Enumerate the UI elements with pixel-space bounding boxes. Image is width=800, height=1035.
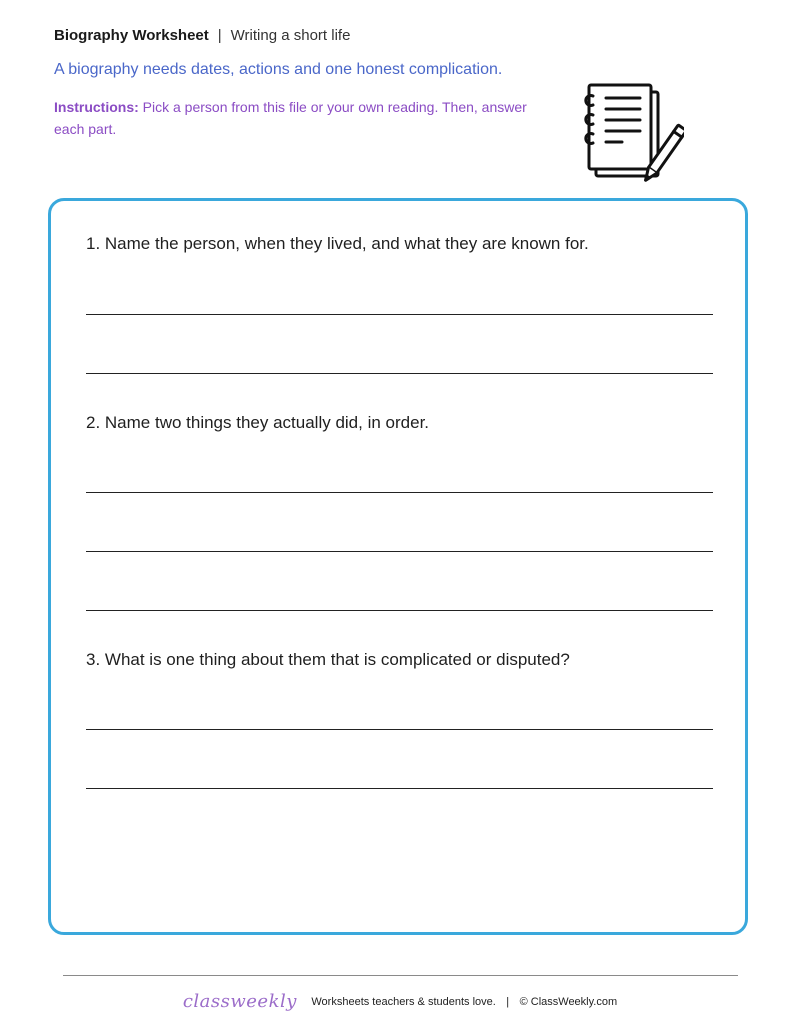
footer-separator: | (506, 996, 510, 1008)
instructions-text: Pick a person from this file or your own reading. Then, answer each part. (54, 99, 527, 137)
footer-copyright: © ClassWeekly.com (519, 996, 618, 1008)
instructions-label: Instructions: (54, 99, 139, 115)
worksheet-header (54, 26, 350, 46)
question-1: 1. Name the person, when they lived, and what they are known for. (86, 234, 589, 253)
worksheet-title: Biography Worksheet (54, 27, 209, 44)
answer-line-1b[interactable] (86, 373, 713, 374)
answer-line-2a[interactable] (86, 492, 713, 493)
answer-line-3b[interactable] (86, 788, 713, 789)
question-card (48, 198, 748, 935)
footer-divider (63, 975, 738, 976)
answer-line-3a[interactable] (86, 729, 713, 730)
answer-line-2c[interactable] (86, 610, 713, 611)
answer-line-2b[interactable] (86, 551, 713, 552)
footer (0, 990, 800, 1014)
question-2: 2. Name two things they actually did, in order. (86, 413, 430, 432)
answer-line-1a[interactable] (86, 314, 713, 315)
title-separator: | (217, 27, 222, 44)
notepad-with-pencil-icon (580, 82, 684, 194)
worksheet-subtitle: Writing a short life (230, 27, 351, 44)
question-3: 3. What is one thing about them that is complicated or disputed? (86, 650, 570, 669)
brand-logo: classweekly (182, 991, 297, 1012)
instructions (54, 96, 534, 140)
lead-text: A biography needs dates, actions and one honest complication. (54, 61, 503, 78)
footer-tagline: Worksheets teachers & students love. (311, 996, 496, 1008)
